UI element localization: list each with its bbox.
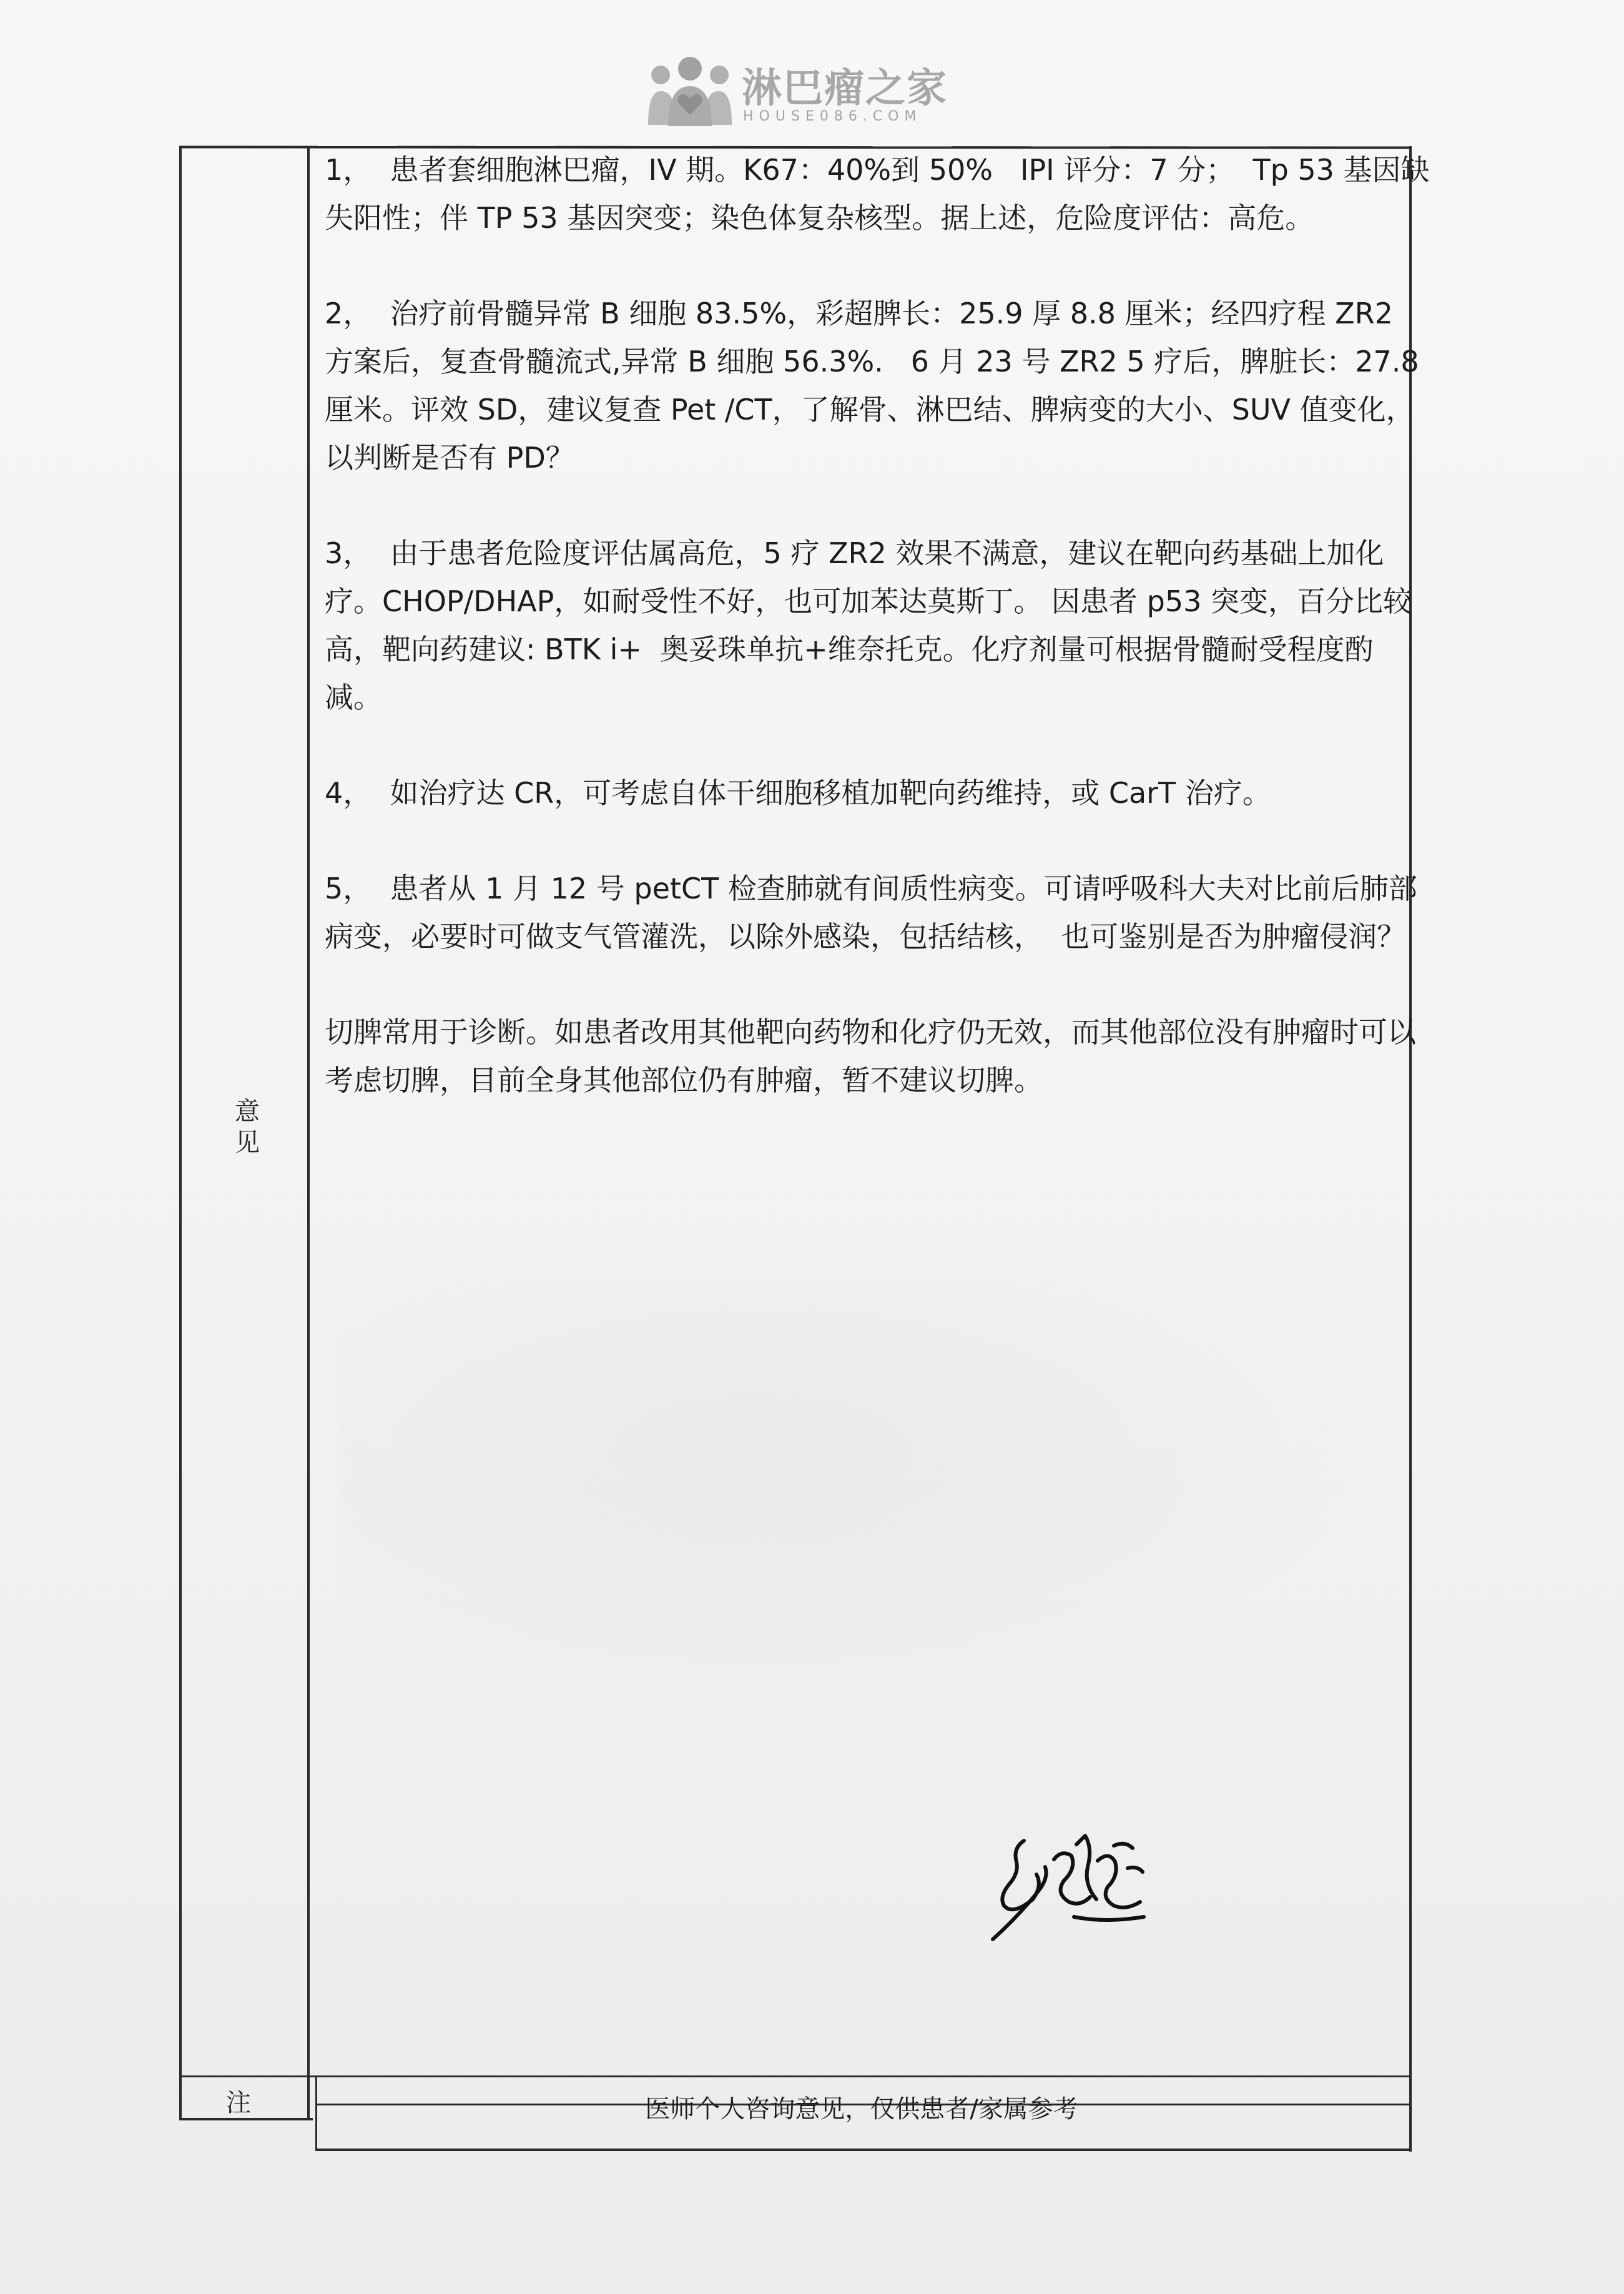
watermark-logo bbox=[643, 50, 968, 137]
opinion-label-char-1: 意 bbox=[235, 1097, 260, 1126]
table-bottom-border-right bbox=[315, 2149, 1411, 2151]
table-divider-column bbox=[307, 146, 310, 2119]
people-heart-icon bbox=[643, 55, 737, 130]
opinion-paragraph-6: 切脾常用于诊断。如患者改用其他靶向药物和化疗仍无效，而其他部位没有肿瘤时可以考虑切脾，目前全身其他部位仍有肿瘤，暂不建议切脾。 bbox=[325, 1015, 1416, 1097]
logo-subtitle: HOUSE086.COM bbox=[743, 109, 922, 124]
opinion-paragraph-2: 2， 治疗前骨髓异常 B 细胞 83.5%，彩超脾长：25.9 厚 8.8 厘米；经四疗程 ZR2 方案后，复查骨髓流式,异常 B 细胞 56.3%. 6 月 23 号 ZR2 5 疗后，脾脏长：27.8 厘米。评效 SD，建议复查 Pet /CT，了解骨、淋巴结、脾病变的大小、SUV 值变化，以判断是否有 PD？ bbox=[325, 297, 1429, 475]
opinion-paragraph-5: 5， 患者从 1 月 12 号 petCT 检查肺就有间质性病变。可请呼吸科大夫对比前后肺部病变，必要时可做支气管灌洗，以除外感染，包括结核， 也可鉴别是否为肿瘤侵润？ bbox=[325, 872, 1417, 953]
faint-background-shadow bbox=[337, 1280, 1399, 1717]
opinion-content bbox=[325, 146, 1430, 1152]
opinion-paragraph-3: 3， 由于患者危险度评估属高危，5 疗 ZR2 效果不满意，建议在靶向药基础上加化疗。CHOP/DHAP，如耐受性不好，也可加苯达莫斯丁。 因患者 p53 突变，百分比较高，靶向药建议: BTK i+ 奥妥珠单抗+维奈托克。化疗剂量可根据骨髓耐受程度酌减。 bbox=[325, 536, 1412, 714]
handwritten-signature bbox=[980, 1823, 1168, 1948]
opinion-paragraph-4: 4， 如治疗达 CR，可考虑自体干细胞移植加靶向药维持，或 CarT 治疗。 bbox=[325, 776, 1271, 810]
note-label: 注 bbox=[226, 2089, 251, 2117]
opinion-paragraph-1: 1， 患者套细胞淋巴瘤，IV 期。K67：40%到 50% IPI 评分：7 分； Tp 53 基因缺失阳性；伴 TP 53 基因突变；染色体复杂核型。据上述，危险度评估：高危。 bbox=[325, 153, 1430, 235]
logo-title: 淋巴瘤之家 bbox=[742, 66, 948, 112]
table-row-divider bbox=[179, 2075, 1412, 2077]
footer-note: 医师个人咨询意见，仅供患者/家属参考 bbox=[645, 2095, 1078, 2124]
opinion-label-char-2: 见 bbox=[235, 1128, 260, 1157]
table-left-border bbox=[179, 146, 182, 2119]
opinion-label bbox=[230, 1096, 265, 1158]
